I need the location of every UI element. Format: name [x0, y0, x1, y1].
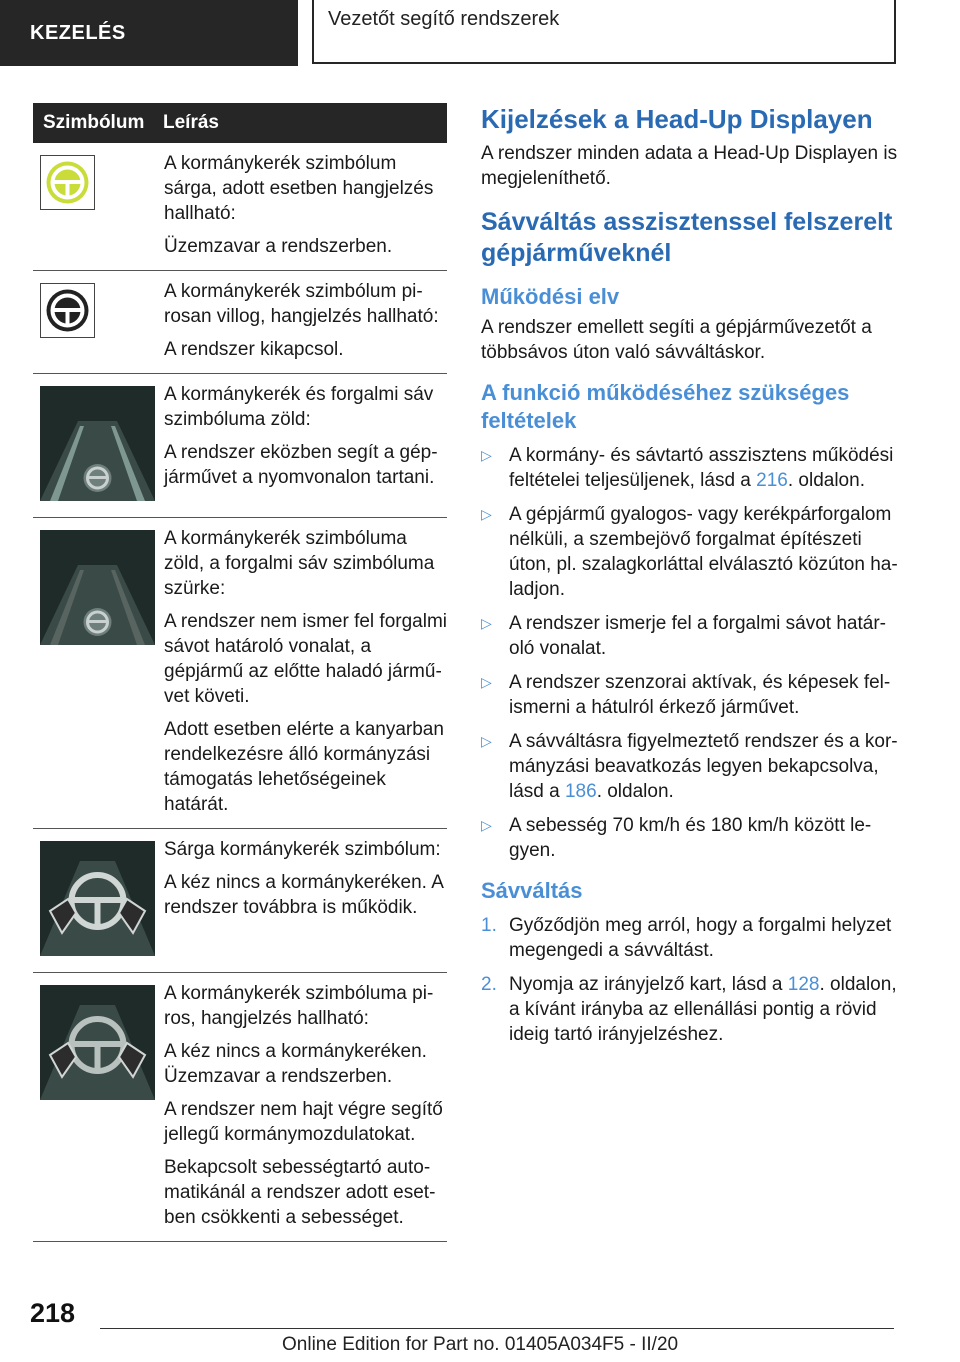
column-header-description: Leírás — [163, 112, 219, 133]
heading-lane-change: Sávváltás — [481, 878, 583, 903]
paragraph: A rendszer emellett segíti a gépjárművezetőt a többsávos úton való sávváltáskor. — [481, 317, 872, 363]
description-text: A kéz nincs a kormánykeréken. A rendszer továbbra is működik. — [164, 872, 443, 918]
description-text: A kéz nincs a kormánykeréken. Üzemzavar a rendszerben. — [164, 1041, 427, 1087]
step-number: 1. — [481, 915, 497, 936]
red-steering-wheel-icon — [40, 283, 95, 338]
heading-conditions: A funkció működéséhez szükséges feltételek — [481, 380, 850, 433]
right-column — [481, 103, 901, 1056]
bullet-arrow-icon: ▷ — [481, 674, 492, 690]
section-label: KEZELÉS — [30, 22, 126, 44]
description-text: A kormánykerék szimbóluma piros, hangjelzés hallható: — [164, 983, 434, 1029]
table-row — [33, 143, 447, 271]
bullet-arrow-icon: ▷ — [481, 817, 492, 833]
description-text: Üzemzavar a rendszerben. — [164, 236, 393, 257]
list-item: ▷ A gépjármű gyalogos- vagy kerékpárforgalom nélküli, a szembejövő forgalmat építészeti úton, pl. szalagkorláttal elválasztó közúton haladjon. — [481, 504, 898, 600]
list-item: ▷ A rendszer szenzorai aktívak, és képesek felismerni a hátulról érkező járművet. — [481, 672, 891, 718]
page-link[interactable]: 216 — [756, 470, 788, 491]
edition-text: Online Edition for Part no. 01405A034F5 - II/20 — [282, 1334, 679, 1355]
table-row — [33, 271, 447, 374]
list-item: 2. Nyomja az irányjelző kart, lásd a 128. oldalon, a kívánt irányba az ellenállási pontig a rövid ideig tartó irányjelzéshez. — [481, 974, 897, 1045]
description-text: A rendszer nem hajt végre segítő jellegű kormánymozdulatokat. — [164, 1099, 443, 1145]
list-item: ▷ A kormány- és sávtartó asszisztens működési feltételei teljesüljenek, lásd a 216. oldalon. — [481, 445, 894, 491]
description-text: A rendszer nem ismer fel forgalmi sávot határoló vonalat, a gépjármű az előtte haladó járművet követi. — [164, 611, 447, 707]
description-text: Sárga kormánykerék szimbólum: — [164, 839, 441, 860]
section-tab — [0, 0, 298, 66]
list-item: 1. Győződjön meg arról, hogy a forgalmi helyzet megengedi a sávváltást. — [481, 915, 892, 961]
list-item: ▷ A rendszer ismerje fel a forgalmi sávot határoló vonalat. — [481, 613, 886, 659]
paragraph: A rendszer minden adata a Head-Up Displayen is megjeleníthető. — [481, 143, 898, 189]
description-text: A kormánykerék és forgalmi sáv szimbóluma zöld: — [164, 384, 434, 430]
description-text: Adott esetben elérte a kanyarban rendelkezésre álló kormányzási támogatás lehetőségeinek határát. — [164, 719, 444, 815]
table-row — [33, 518, 447, 829]
table-row — [33, 829, 447, 973]
hands-off-red-icon — [40, 985, 155, 1100]
table-row — [33, 973, 447, 1242]
hands-off-yellow-icon — [40, 841, 155, 956]
bullet-arrow-icon: ▷ — [481, 733, 492, 749]
green-lane-steering-icon — [40, 386, 155, 501]
column-header-symbol: Szimbólum — [43, 112, 145, 133]
yellow-steering-wheel-icon — [40, 155, 95, 210]
page-number: 218 — [30, 1298, 76, 1328]
description-text: A rendszer eközben segít a gépjárművet a nyomvonalon tartani. — [164, 442, 438, 488]
chapter-header — [312, 0, 896, 64]
heading-lane-change-assistant: Sávváltás asszisztenssel felszerelt gépjárműveknél — [481, 208, 893, 267]
page-link[interactable]: 186 — [564, 781, 597, 802]
table-header — [33, 103, 447, 143]
page-link[interactable]: 128 — [787, 974, 820, 995]
table-row — [33, 374, 447, 518]
steps-list — [481, 913, 901, 1047]
description-text: Bekapcsolt sebességtartó automatikánál a rendszer adott esetben csökkenti a sebességet. — [164, 1157, 436, 1228]
description-text: A kormánykerék szimbóluma zöld, a forgalmi sáv szimbóluma szürke: — [164, 528, 435, 599]
description-text: A kormánykerék szimbólum sárga, adott esetben hangjelzés hallható: — [164, 153, 434, 224]
footer-divider — [100, 1328, 894, 1329]
description-text: A rendszer kikapcsol. — [164, 339, 344, 360]
step-number: 2. — [481, 974, 497, 995]
symbol-table — [33, 103, 447, 1242]
conditions-list — [481, 443, 901, 863]
bullet-arrow-icon: ▷ — [481, 506, 492, 522]
bullet-arrow-icon: ▷ — [481, 615, 492, 631]
list-item: ▷ A sebesség 70 km/h és 180 km/h között legyen. — [481, 815, 872, 861]
chapter-title: Vezetőt segítő rendszerek — [328, 8, 560, 30]
bullet-arrow-icon: ▷ — [481, 447, 492, 463]
heading-principle: Működési elv — [481, 284, 620, 309]
grey-lane-steering-icon — [40, 530, 155, 645]
heading-head-up-display: Kijelzések a Head-Up Displayen — [481, 104, 873, 134]
description-text: A kormánykerék szimbólum pirosan villog, hangjelzés hallható: — [164, 281, 439, 327]
list-item: ▷ A sávváltásra figyelmeztető rendszer és a kormányzási beavatkozás legyen bekapcsolva, lásd a 186. oldalon. — [481, 731, 898, 802]
